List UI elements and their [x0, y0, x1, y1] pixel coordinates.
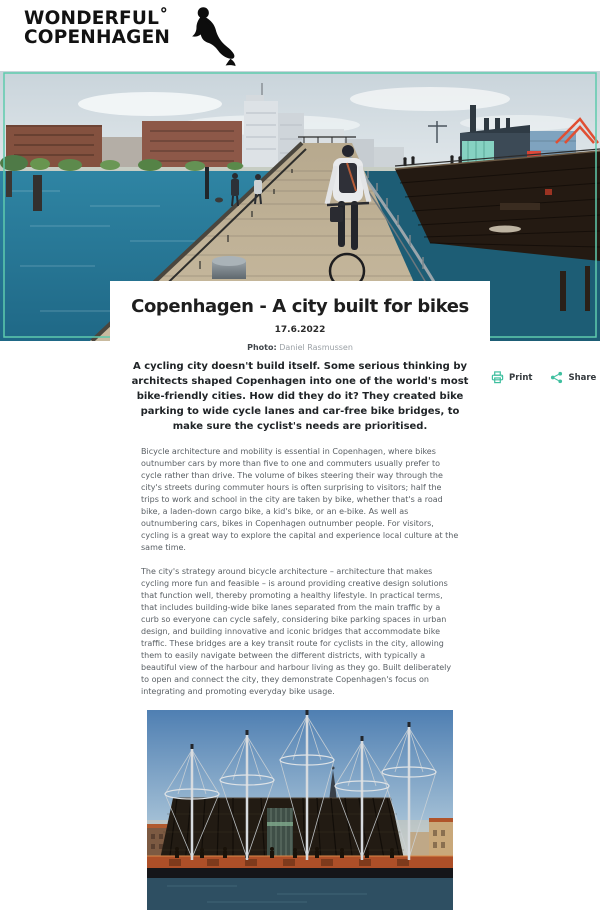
site-header — [0, 0, 600, 71]
article-date: 17.6.2022 — [274, 325, 326, 335]
page-title: Copenhagen - A city built for bikes — [131, 296, 469, 317]
printer-icon — [491, 371, 504, 384]
share-label: Share — [568, 372, 597, 383]
mermaid-logo-icon — [174, 6, 240, 68]
print-button[interactable] — [491, 371, 532, 384]
article-paragraph: The city's strategy around bicycle architecture – architecture that makes cycling more fun and feasible – is around providing creative design solutions that function well, thereby promoting a healthy lifestyle. In practical terms, that includes building-wide bike lanes separated from the main traffic by a curb so everyone can cycle safely, considering bike parking spaces in urban design, and building innovative and iconic bridges that accommodate bike traffic. These bridges are a key transit route for cyclists in the city, allowing them to easily navigate between the different districts, with typically a beautiful view of the harbour and harbour living as they go. Built deliberately to open and connect the city, they demonstrate Copenhagen's focus on integrating and promoting everyday bike usage. — [141, 567, 452, 696]
article-image-circle-bridge — [147, 710, 453, 910]
article-paragraph: Bicycle architecture and mobility is essential in Copenhagen, where bikes outnumber cars by more than five to one and commuters usually prefer to cycle rather than drive. The volume of bikes steering their way through the city's streets during commuter hours is often surprising to visitors; half the trips to work and school in the city are taken by bike, whether that's a road bike, a laden-down cargo bike, a kid's bike, or an e-bike. As well as outnumbering cars, bikes in Copenhagen outnumber people. For visitors, cycling is a great way to explore the capital and experience local culture at the same time. — [141, 447, 459, 552]
share-icon — [550, 371, 563, 384]
logo-line2: COPENHAGEN — [24, 26, 171, 48]
print-label: Print — [509, 372, 533, 383]
article-actions — [491, 371, 596, 384]
article-figure — [147, 710, 453, 910]
logo-text — [24, 10, 170, 48]
share-button[interactable] — [550, 371, 596, 384]
article-body — [141, 446, 459, 698]
photo-credit-label: Photo: — [247, 343, 277, 352]
photo-credit-name: Daniel Rasmussen — [279, 343, 353, 352]
article-intro: A cycling city doesn't build itself. Some serious thinking by architects shaped Copenhagen into one of the world's most bike-friendly cities. How did they do it? They created bike parking to wide cycle lanes and car-free bike bridges, to make sure the cyclist's needs are prioritised. — [131, 361, 469, 432]
logo-line1: WONDERFUL˚ — [24, 8, 169, 29]
photo-credit — [110, 343, 490, 352]
article-card — [110, 281, 490, 914]
wonderful-copenhagen-logo[interactable] — [24, 10, 240, 68]
